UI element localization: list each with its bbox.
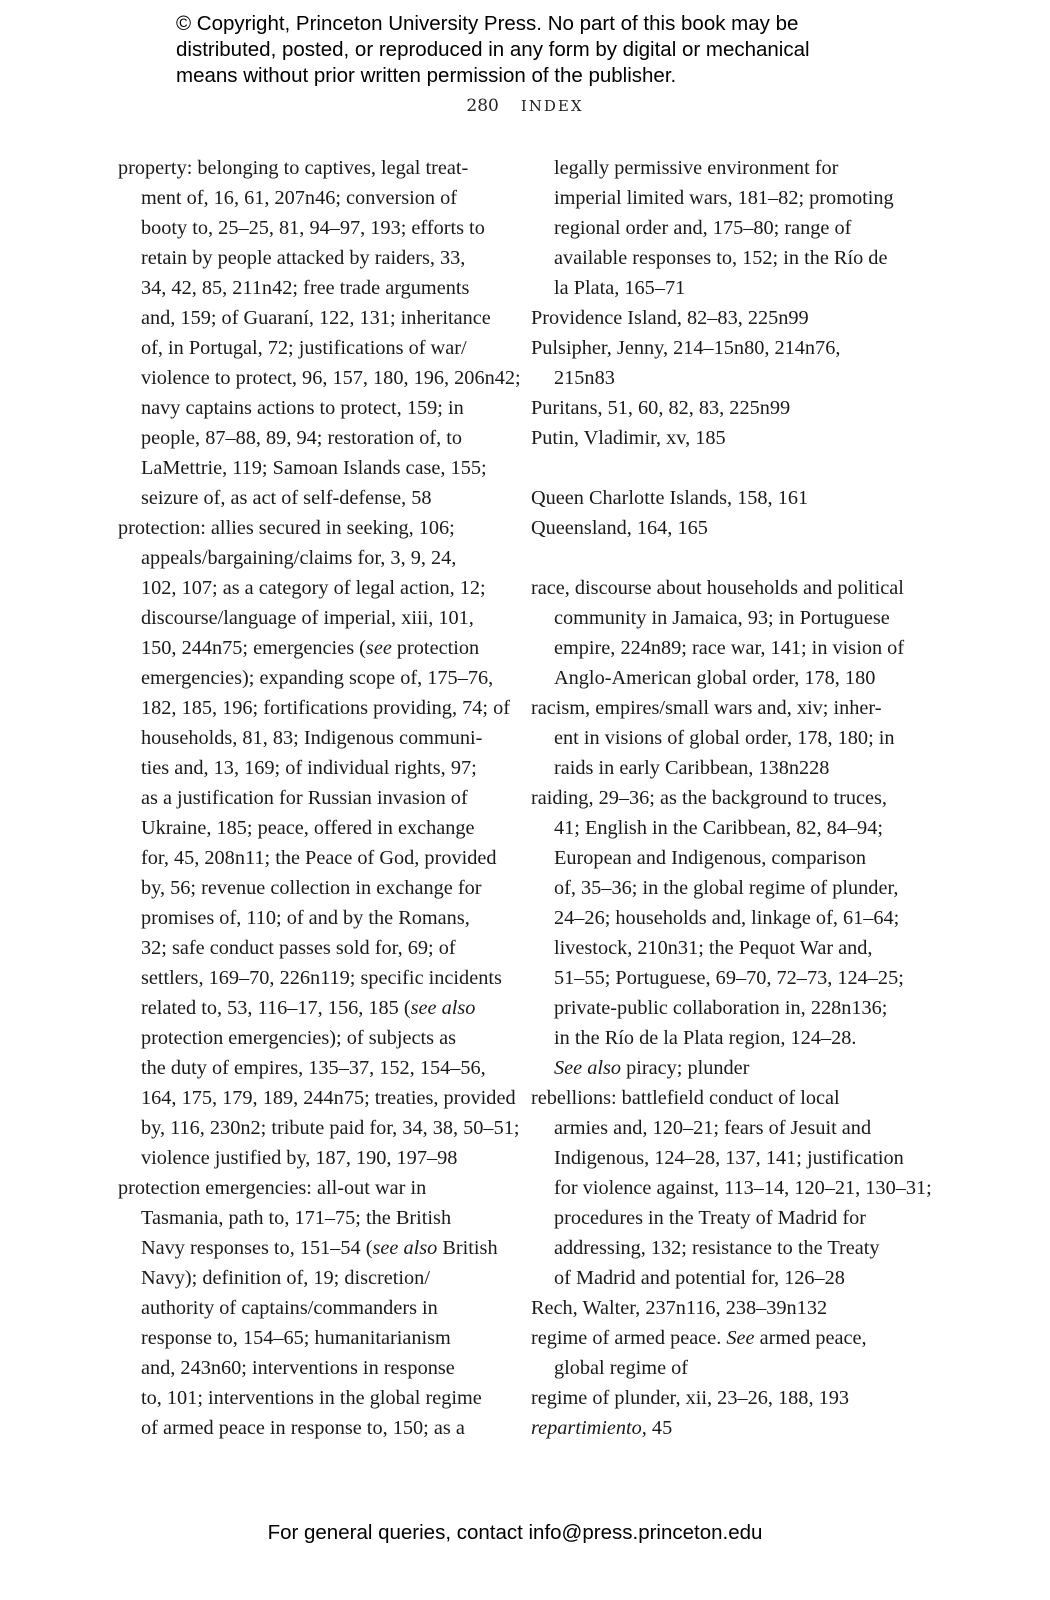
entry-continuation-line: households, 81, 83; Indigenous communi- xyxy=(141,727,483,749)
entry-continuation-line: people, 87–88, 89, 94; restoration of, to xyxy=(141,427,463,449)
entry-continuation-line: authority of captains/commanders in xyxy=(141,1297,438,1319)
index-entry xyxy=(531,483,931,513)
text-segment: 45 xyxy=(646,1417,673,1439)
italic-text: see xyxy=(365,637,392,659)
text-segment: related to, 53, 116–17, 156, 185 ( xyxy=(141,997,411,1019)
entry-continuation-line: by, 116, 230n2; tribute paid for, 34, 38, 50–51; xyxy=(141,1117,520,1139)
text-segment: piracy; plunder xyxy=(621,1057,750,1079)
text-segment: 150, 244n75; emergencies ( xyxy=(141,637,366,659)
entry-heading-line: rebellions: battlefield conduct of local xyxy=(531,1087,840,1109)
entry-continuation-line: emergencies); expanding scope of, 175–76, xyxy=(141,667,494,689)
italic-text: repartimiento, xyxy=(531,1417,647,1439)
entry-continuation-line: the duty of empires, 135–37, 152, 154–56, xyxy=(141,1057,486,1079)
entry-continuation-line: European and Indigenous, comparison xyxy=(554,847,867,869)
entry-continuation-line: of, 35–36; in the global regime of plunder, xyxy=(554,877,899,899)
index-entry xyxy=(531,783,931,1083)
copyright-line: © Copyright, Princeton University Press. No part of this book may be xyxy=(176,12,799,35)
entry-continuation-line: violence justified by, 187, 190, 197–98 xyxy=(141,1147,458,1169)
entry-heading-line xyxy=(531,453,931,483)
entry-heading-line: Pulsipher, Jenny, 214–15n80, 214n76, xyxy=(531,337,841,359)
entry-continuation-line xyxy=(531,1053,931,1083)
entry-continuation-line: legally permissive environment for xyxy=(554,157,839,179)
entry-continuation-line: 182, 185, 196; fortifications providing, 74; of xyxy=(141,697,510,719)
entry-heading-line: Puritans, 51, 60, 82, 83, 225n99 xyxy=(531,397,791,419)
entry-heading-line: raiding, 29–36; as the background to truces, xyxy=(531,787,887,809)
copyright-notice xyxy=(176,11,810,89)
entry-continuation-line: private-public collaboration in, 228n136; xyxy=(554,997,888,1019)
entry-continuation-line: appeals/bargaining/claims for, 3, 9, 24, xyxy=(141,547,457,569)
entry-continuation-line: 24–26; households and, linkage of, 61–64; xyxy=(554,907,900,929)
italic-text: See also xyxy=(554,1057,622,1079)
entry-continuation-line: livestock, 210n31; the Pequot War and, xyxy=(554,937,873,959)
entry-heading-line xyxy=(531,543,931,573)
entry-continuation-line: addressing, 132; resistance to the Treaty xyxy=(554,1237,880,1259)
italic-text: see also xyxy=(372,1237,438,1259)
entry-continuation-line: navy captains actions to protect, 159; in xyxy=(141,397,464,419)
index-entry xyxy=(531,1083,931,1293)
entry-heading-line: protection: allies secured in seeking, 106; xyxy=(118,517,455,539)
text-segment: armed peace, xyxy=(754,1327,867,1349)
index-entry xyxy=(531,393,931,423)
entry-continuation-line: violence to protect, 96, 157, 180, 196, 206n42; xyxy=(141,367,521,389)
entry-spacer xyxy=(531,543,931,573)
entry-heading-line xyxy=(531,1413,931,1443)
entry-continuation-line: community in Jamaica, 93; in Portuguese xyxy=(554,607,890,629)
entry-heading-line: Queensland, 164, 165 xyxy=(531,517,708,539)
index-entry xyxy=(531,573,931,693)
entry-continuation-line: empire, 224n89; race war, 141; in vision of xyxy=(554,637,905,659)
entry-continuation-line: of armed peace in response to, 150; as a xyxy=(141,1417,465,1439)
entry-continuation-line: 215n83 xyxy=(554,367,615,389)
entry-continuation-line: by, 56; revenue collection in exchange for xyxy=(141,877,482,899)
entry-continuation-line: available responses to, 152; in the Río de xyxy=(554,247,888,269)
index-entry xyxy=(531,513,931,543)
index-column-right xyxy=(531,153,931,1443)
footer-contact: For general queries, contact info@press.princeton.edu xyxy=(267,1521,763,1544)
copyright-line: means without prior written permission of the publisher. xyxy=(176,64,677,87)
running-head xyxy=(0,96,1050,116)
index-column-left xyxy=(118,153,521,1443)
entry-heading-line: regime of plunder, xii, 23–26, 188, 193 xyxy=(531,1387,850,1409)
entry-continuation-line: imperial limited wars, 181–82; promoting xyxy=(554,187,894,209)
index-entry xyxy=(531,1413,931,1443)
text-segment: protection xyxy=(391,637,480,659)
entry-continuation-line: for violence against, 113–14, 120–21, 130–31; xyxy=(554,1177,932,1199)
entry-continuation-line: for, 45, 208n11; the Peace of God, provided xyxy=(141,847,497,869)
entry-continuation-line: as a justification for Russian invasion of xyxy=(141,787,468,809)
entry-heading-line: racism, empires/small wars and, xiv; inher- xyxy=(531,697,882,719)
entry-continuation-line: 34, 42, 85, 211n42; free trade arguments xyxy=(141,277,470,299)
index-entry xyxy=(531,303,931,333)
italic-text: see also xyxy=(410,997,476,1019)
entry-continuation-line: ent in visions of global order, 178, 180; in xyxy=(554,727,895,749)
entry-spacer xyxy=(531,453,931,483)
entry-continuation-line: 51–55; Portuguese, 69–70, 72–73, 124–25; xyxy=(554,967,904,989)
entry-continuation-line: to, 101; interventions in the global regime xyxy=(141,1387,482,1409)
entry-continuation-line: and, 159; of Guaraní, 122, 131; inheritance xyxy=(141,307,491,329)
entry-continuation-line: ties and, 13, 169; of individual rights, 97; xyxy=(141,757,477,779)
entry-continuation-line: regional order and, 175–80; range of xyxy=(554,217,852,239)
entry-continuation-line: response to, 154–65; humanitarianism xyxy=(141,1327,451,1349)
entry-continuation-line: Tasmania, path to, 171–75; the British xyxy=(141,1207,452,1229)
entry-continuation-line: in the Río de la Plata region, 124–28. xyxy=(554,1027,857,1049)
index-entry xyxy=(531,1323,931,1383)
index-entry xyxy=(531,333,931,393)
entry-heading-line: Putin, Vladimir, xv, 185 xyxy=(531,427,726,449)
entry-continuation-line: Navy); definition of, 19; discretion/ xyxy=(141,1267,430,1289)
entry-continuation-line: 102, 107; as a category of legal action, 12; xyxy=(141,577,486,599)
entry-continuation-line: booty to, 25–25, 81, 94–97, 193; efforts to xyxy=(141,217,485,239)
entry-continuation-line: of Madrid and potential for, 126–28 xyxy=(554,1267,845,1289)
text-segment: regime of armed peace. xyxy=(531,1327,727,1349)
text-segment: Navy responses to, 151–54 ( xyxy=(141,1237,373,1259)
entry-continuation-line: seizure of, as act of self-defense, 58 xyxy=(141,487,432,509)
entry-continuation-line: ment of, 16, 61, 207n46; conversion of xyxy=(141,187,458,209)
entry-continuation-line: raids in early Caribbean, 138n228 xyxy=(554,757,830,779)
entry-continuation-line: promises of, 110; of and by the Romans, xyxy=(141,907,470,929)
entry-continuation-line xyxy=(118,633,508,663)
index-entry xyxy=(531,1383,931,1413)
entry-heading-line: protection emergencies: all-out war in xyxy=(118,1177,427,1199)
entry-continuation-line: global regime of xyxy=(554,1357,689,1379)
entry-continuation-line: Ukraine, 185; peace, offered in exchange xyxy=(141,817,475,839)
index-entry xyxy=(118,513,520,1173)
entry-continuation-line: procedures in the Treaty of Madrid for xyxy=(554,1207,867,1229)
entry-continuation-line: armies and, 120–21; fears of Jesuit and xyxy=(554,1117,872,1139)
index-entry xyxy=(531,1293,931,1323)
entry-continuation-line: Anglo-American global order, 178, 180 xyxy=(554,667,876,689)
entry-heading-line: Rech, Walter, 237n116, 238–39n132 xyxy=(531,1297,828,1319)
entry-continuation-line: protection emergencies); of subjects as xyxy=(141,1027,457,1049)
entry-continuation-line: Indigenous, 124–28, 137, 141; justification xyxy=(554,1147,904,1169)
entry-continuation-line: settlers, 169–70, 226n119; specific incidents xyxy=(141,967,502,989)
entry-continuation-line: of, in Portugal, 72; justifications of war/ xyxy=(141,337,467,359)
index-entry xyxy=(118,153,521,513)
text-segment: British xyxy=(437,1237,498,1259)
entry-continuation-line: discourse/language of imperial, xiii, 101, xyxy=(141,607,474,629)
entry-heading-line: race, discourse about households and political xyxy=(531,577,904,599)
entry-continuation-line: 32; safe conduct passes sold for, 69; of xyxy=(141,937,456,959)
entry-heading-line: property: belonging to captives, legal treat- xyxy=(118,157,469,179)
entry-continuation-line: and, 243n60; interventions in response xyxy=(141,1357,455,1379)
entry-continuation-line xyxy=(118,993,508,1023)
page-number: 280 xyxy=(466,96,499,116)
italic-text: See xyxy=(726,1327,755,1349)
copyright-line: distributed, posted, or reproduced in any form by digital or mechanical xyxy=(176,38,810,61)
entry-continuation-line xyxy=(118,1233,508,1263)
entry-heading-line xyxy=(531,1323,931,1353)
index-entry xyxy=(531,153,931,303)
index-entry xyxy=(531,693,931,783)
entry-continuation-line: la Plata, 165–71 xyxy=(554,277,686,299)
entry-heading-line: Queen Charlotte Islands, 158, 161 xyxy=(531,487,809,509)
entry-continuation-line: 41; English in the Caribbean, 82, 84–94; xyxy=(554,817,883,839)
index-entry xyxy=(531,423,931,453)
entry-continuation-line: 164, 175, 179, 189, 244n75; treaties, provided xyxy=(141,1087,516,1109)
entry-continuation-line: retain by people attacked by raiders, 33, xyxy=(141,247,466,269)
index-entry xyxy=(118,1173,508,1443)
entry-heading-line: Providence Island, 82–83, 225n99 xyxy=(531,307,809,329)
entry-continuation-line: LaMettrie, 119; Samoan Islands case, 155; xyxy=(141,457,487,479)
section-title: INDEX xyxy=(520,97,584,115)
